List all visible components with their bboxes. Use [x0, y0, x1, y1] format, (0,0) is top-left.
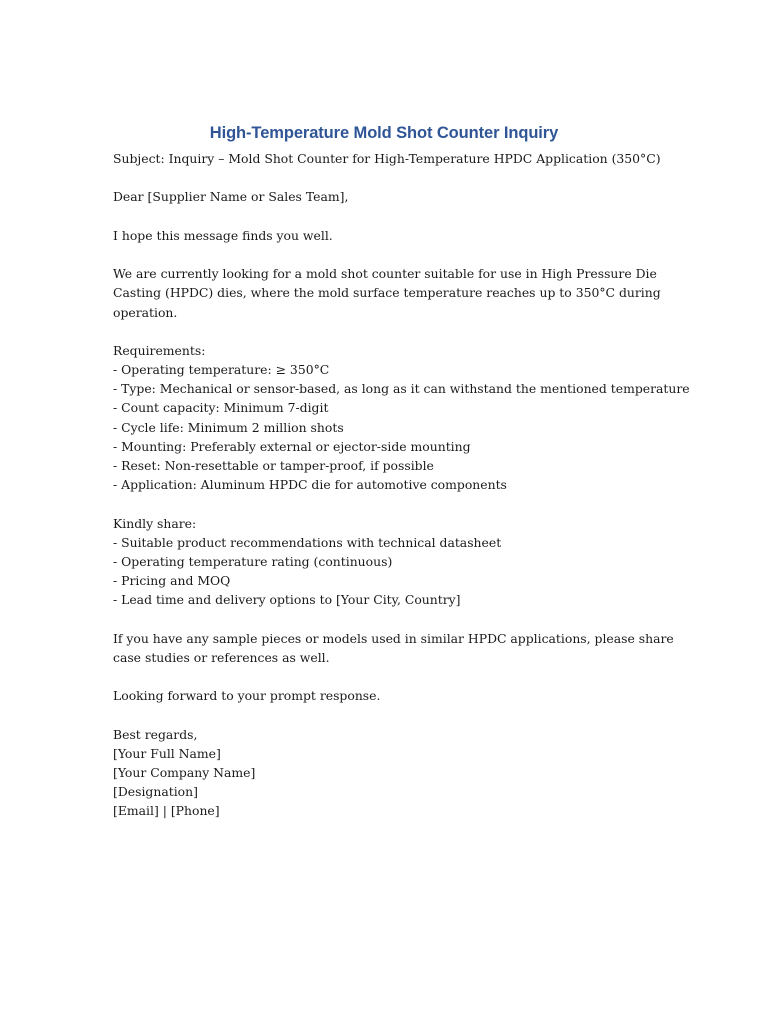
document-title: High-Temperature Mold Shot Counter Inquiry [209, 124, 559, 142]
paragraph-gap [113, 705, 663, 724]
signature-name: [Your Full Name] [113, 745, 221, 761]
share-item: - Suitable product recommendations with technical datasheet [113, 534, 502, 550]
greeting-line: Dear [Supplier Name or Sales Team], [113, 189, 349, 205]
signature-contact: [Email] | [Phone] [113, 803, 220, 819]
requirement-item: - Operating temperature: ≥ 350°C [113, 362, 330, 378]
purpose-line: Casting (HPDC) dies, where the mold surface temperature reaches up to 350°C during [113, 285, 661, 301]
signoff-line: Best regards, [113, 726, 198, 742]
requirement-item: - Count capacity: Minimum 7-digit [113, 400, 329, 416]
subject-line: Subject: Inquiry – Mold Shot Counter for High-Temperature HPDC Application (350°C) [113, 151, 661, 166]
requirement-item: - Cycle life: Minimum 2 million shots [113, 419, 344, 435]
closing-line: Looking forward to your prompt response. [113, 688, 381, 704]
letter-body [113, 149, 690, 821]
share-item: - Operating temperature rating (continuous) [113, 553, 393, 569]
paragraph-gap [113, 168, 663, 187]
share-item: - Pricing and MOQ [113, 573, 231, 589]
paragraph-gap [113, 610, 663, 629]
samples-line: If you have any sample pieces or models used in similar HPDC applications, please share [113, 630, 674, 646]
requirement-item: - Mounting: Preferably external or ejector-side mounting [113, 438, 471, 454]
paragraph-gap [113, 494, 663, 513]
signature-designation: [Designation] [113, 784, 198, 800]
signature-company: [Your Company Name] [113, 765, 256, 780]
samples-line: case studies or references as well. [113, 649, 330, 665]
requirement-item: - Type: Mechanical or sensor-based, as long as it can withstand the mentioned temperature [113, 381, 690, 397]
share-heading: Kindly share: [113, 515, 197, 531]
paragraph-gap [113, 667, 663, 686]
share-item: - Lead time and delivery options to [Your City, Country] [113, 592, 461, 608]
purpose-line: operation. [113, 304, 178, 320]
paragraph-gap [113, 245, 663, 264]
requirement-item: - Reset: Non-resettable or tamper-proof, if possible [113, 458, 434, 473]
requirement-item: - Application: Aluminum HPDC die for automotive components [113, 477, 507, 493]
paragraph-gap [113, 207, 663, 226]
requirements-heading: Requirements: [113, 342, 206, 358]
purpose-line: We are currently looking for a mold shot counter suitable for use in High Pressure Die [113, 266, 657, 282]
intro-line: I hope this message finds you well. [113, 227, 333, 243]
paragraph-gap [113, 322, 663, 341]
